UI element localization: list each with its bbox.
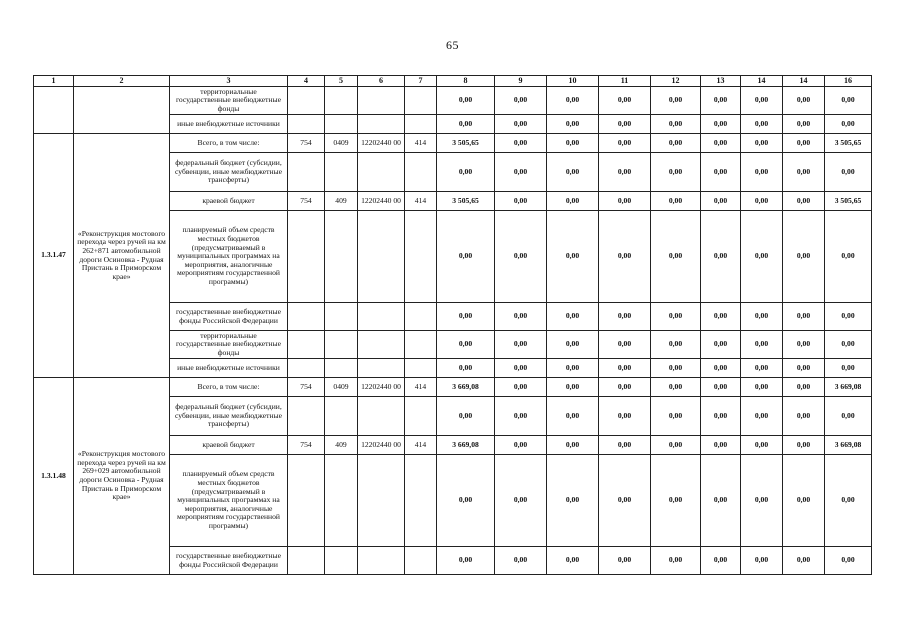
table-row bbox=[34, 378, 872, 397]
header-cell-2: 2 bbox=[74, 76, 170, 87]
funding-source-cell: федеральный бюджет (субсидии, субвенции, иные межбюджетные трансферты) bbox=[170, 397, 288, 436]
value-cell: 0,00 bbox=[495, 359, 547, 378]
value-cell: 0,00 bbox=[495, 115, 547, 134]
code-cell-c5 bbox=[325, 87, 358, 115]
code-cell-c5: 409 bbox=[325, 436, 358, 455]
value-cell: 0,00 bbox=[701, 211, 741, 303]
code-cell-c5 bbox=[325, 211, 358, 303]
value-cell: 0,00 bbox=[599, 134, 651, 153]
value-cell: 3 669,08 bbox=[437, 378, 495, 397]
value-cell: 0,00 bbox=[599, 303, 651, 331]
value-cell: 0,00 bbox=[783, 211, 825, 303]
value-cell: 3 505,65 bbox=[437, 134, 495, 153]
value-cell: 0,00 bbox=[701, 192, 741, 211]
value-cell: 0,00 bbox=[495, 378, 547, 397]
value-cell: 0,00 bbox=[547, 115, 599, 134]
code-cell-c6 bbox=[358, 547, 405, 575]
value-cell: 0,00 bbox=[547, 211, 599, 303]
code-cell-c7 bbox=[405, 153, 437, 192]
value-cell: 0,00 bbox=[741, 115, 783, 134]
code-cell-c5: 0409 bbox=[325, 134, 358, 153]
header-cell-15: 14 bbox=[783, 76, 825, 87]
code-cell-c6 bbox=[358, 359, 405, 378]
value-cell: 0,00 bbox=[599, 192, 651, 211]
code-cell-c6: 12202440 00 bbox=[358, 134, 405, 153]
code-cell-c7 bbox=[405, 115, 437, 134]
value-cell: 0,00 bbox=[547, 87, 599, 115]
code-cell-c7 bbox=[405, 359, 437, 378]
value-cell: 0,00 bbox=[783, 378, 825, 397]
code-cell-c6: 12202440 00 bbox=[358, 378, 405, 397]
value-cell: 0,00 bbox=[495, 192, 547, 211]
code-cell-c4 bbox=[288, 547, 325, 575]
value-cell: 0,00 bbox=[741, 303, 783, 331]
value-cell: 0,00 bbox=[547, 134, 599, 153]
value-cell: 0,00 bbox=[599, 87, 651, 115]
code-cell-c7 bbox=[405, 547, 437, 575]
value-cell: 3 669,08 bbox=[437, 436, 495, 455]
value-cell: 0,00 bbox=[651, 153, 701, 192]
value-cell: 0,00 bbox=[599, 211, 651, 303]
value-cell: 0,00 bbox=[741, 192, 783, 211]
value-cell: 0,00 bbox=[741, 455, 783, 547]
value-cell: 0,00 bbox=[825, 547, 872, 575]
code-cell-c7 bbox=[405, 303, 437, 331]
code-cell-c5 bbox=[325, 359, 358, 378]
header-cell-8: 8 bbox=[437, 76, 495, 87]
funding-source-cell: иные внебюджетные источники bbox=[170, 359, 288, 378]
value-cell: 0,00 bbox=[547, 331, 599, 359]
code-cell-c7 bbox=[405, 87, 437, 115]
code-cell-c4 bbox=[288, 303, 325, 331]
table-row bbox=[34, 134, 872, 153]
value-cell: 0,00 bbox=[599, 397, 651, 436]
value-cell: 0,00 bbox=[437, 455, 495, 547]
code-cell-c5: 0409 bbox=[325, 378, 358, 397]
value-cell: 0,00 bbox=[547, 436, 599, 455]
value-cell: 0,00 bbox=[783, 134, 825, 153]
page-number: 65 bbox=[446, 38, 459, 52]
header-cell-16: 16 bbox=[825, 76, 872, 87]
code-cell-c4: 754 bbox=[288, 192, 325, 211]
value-cell: 0,00 bbox=[825, 115, 872, 134]
value-cell: 0,00 bbox=[437, 331, 495, 359]
value-cell: 0,00 bbox=[651, 436, 701, 455]
header-cell-11: 11 bbox=[599, 76, 651, 87]
value-cell: 0,00 bbox=[741, 134, 783, 153]
header-cell-4: 4 bbox=[288, 76, 325, 87]
value-cell: 0,00 bbox=[651, 211, 701, 303]
value-cell: 0,00 bbox=[741, 397, 783, 436]
value-cell: 0,00 bbox=[547, 192, 599, 211]
header-cell-13: 13 bbox=[701, 76, 741, 87]
value-cell: 0,00 bbox=[599, 331, 651, 359]
value-cell: 0,00 bbox=[783, 303, 825, 331]
value-cell: 0,00 bbox=[783, 436, 825, 455]
code-cell-c4 bbox=[288, 87, 325, 115]
value-cell: 0,00 bbox=[495, 436, 547, 455]
code-cell-c7 bbox=[405, 397, 437, 436]
value-cell: 0,00 bbox=[783, 455, 825, 547]
code-cell-c5 bbox=[325, 455, 358, 547]
code-cell-c6 bbox=[358, 455, 405, 547]
item-number: 1.3.1.47 bbox=[34, 134, 74, 378]
value-cell: 0,00 bbox=[701, 134, 741, 153]
value-cell: 3 669,08 bbox=[825, 378, 872, 397]
value-cell: 0,00 bbox=[547, 455, 599, 547]
value-cell: 3 505,65 bbox=[437, 192, 495, 211]
value-cell: 0,00 bbox=[701, 303, 741, 331]
value-cell: 0,00 bbox=[547, 359, 599, 378]
value-cell: 0,00 bbox=[741, 436, 783, 455]
value-cell: 0,00 bbox=[701, 378, 741, 397]
value-cell: 0,00 bbox=[701, 153, 741, 192]
code-cell-c4: 754 bbox=[288, 436, 325, 455]
value-cell: 0,00 bbox=[547, 303, 599, 331]
value-cell: 0,00 bbox=[547, 153, 599, 192]
value-cell: 0,00 bbox=[437, 359, 495, 378]
code-cell-c7: 414 bbox=[405, 436, 437, 455]
value-cell: 0,00 bbox=[701, 547, 741, 575]
funding-source-cell: территориальные государственные внебюджетные фонды bbox=[170, 331, 288, 359]
funding-source-cell: Всего, в том числе: bbox=[170, 134, 288, 153]
code-cell-c7 bbox=[405, 211, 437, 303]
value-cell: 0,00 bbox=[783, 153, 825, 192]
item-number: 1.3.1.48 bbox=[34, 378, 74, 575]
header-cell-6: 6 bbox=[358, 76, 405, 87]
value-cell: 0,00 bbox=[495, 153, 547, 192]
funding-source-cell: иные внебюджетные источники bbox=[170, 115, 288, 134]
value-cell: 0,00 bbox=[701, 397, 741, 436]
value-cell: 0,00 bbox=[701, 331, 741, 359]
value-cell: 3 505,65 bbox=[825, 192, 872, 211]
value-cell: 0,00 bbox=[701, 436, 741, 455]
table-row bbox=[34, 87, 872, 115]
code-cell-c6: 12202440 00 bbox=[358, 192, 405, 211]
code-cell-c5 bbox=[325, 397, 358, 436]
funding-source-cell: федеральный бюджет (субсидии, субвенции, иные межбюджетные трансферты) bbox=[170, 153, 288, 192]
code-cell-c4 bbox=[288, 397, 325, 436]
code-cell-c6 bbox=[358, 331, 405, 359]
value-cell: 0,00 bbox=[783, 115, 825, 134]
value-cell: 0,00 bbox=[651, 378, 701, 397]
funding-source-cell: Всего, в том числе: bbox=[170, 378, 288, 397]
value-cell: 0,00 bbox=[599, 378, 651, 397]
value-cell: 0,00 bbox=[825, 397, 872, 436]
value-cell: 0,00 bbox=[651, 359, 701, 378]
value-cell: 0,00 bbox=[651, 87, 701, 115]
code-cell-c4 bbox=[288, 359, 325, 378]
value-cell: 0,00 bbox=[741, 331, 783, 359]
item-name: «Реконструкция мостового перехода через ручей на км 262+871 автомобильной дороги Осиновка - Рудная Пристань в Приморском крае» bbox=[74, 134, 170, 378]
code-cell-c5 bbox=[325, 547, 358, 575]
code-cell-c7 bbox=[405, 455, 437, 547]
header-cell-5: 5 bbox=[325, 76, 358, 87]
code-cell-c6 bbox=[358, 115, 405, 134]
value-cell: 0,00 bbox=[825, 87, 872, 115]
value-cell: 0,00 bbox=[437, 303, 495, 331]
value-cell: 0,00 bbox=[825, 303, 872, 331]
header-row bbox=[34, 76, 872, 87]
value-cell: 0,00 bbox=[547, 378, 599, 397]
code-cell-c6 bbox=[358, 303, 405, 331]
value-cell: 3 505,65 bbox=[825, 134, 872, 153]
value-cell: 0,00 bbox=[599, 547, 651, 575]
value-cell: 0,00 bbox=[495, 303, 547, 331]
value-cell: 0,00 bbox=[599, 153, 651, 192]
value-cell: 0,00 bbox=[783, 359, 825, 378]
code-cell-c4: 754 bbox=[288, 378, 325, 397]
value-cell: 0,00 bbox=[783, 547, 825, 575]
value-cell: 0,00 bbox=[437, 547, 495, 575]
value-cell: 0,00 bbox=[701, 115, 741, 134]
name-cell-empty bbox=[74, 87, 170, 134]
header-cell-10: 10 bbox=[547, 76, 599, 87]
value-cell: 0,00 bbox=[495, 211, 547, 303]
value-cell: 0,00 bbox=[783, 192, 825, 211]
value-cell: 0,00 bbox=[783, 87, 825, 115]
value-cell: 0,00 bbox=[495, 397, 547, 436]
code-cell-c5 bbox=[325, 331, 358, 359]
header-cell-7: 7 bbox=[405, 76, 437, 87]
value-cell: 0,00 bbox=[783, 331, 825, 359]
value-cell: 0,00 bbox=[825, 359, 872, 378]
value-cell: 0,00 bbox=[783, 397, 825, 436]
value-cell: 0,00 bbox=[701, 359, 741, 378]
value-cell: 0,00 bbox=[825, 331, 872, 359]
value-cell: 0,00 bbox=[437, 211, 495, 303]
code-cell-c7: 414 bbox=[405, 378, 437, 397]
header-cell-14: 14 bbox=[741, 76, 783, 87]
value-cell: 0,00 bbox=[495, 331, 547, 359]
budget-table bbox=[33, 75, 872, 575]
value-cell: 0,00 bbox=[741, 211, 783, 303]
funding-source-cell: планируемый объем средств местных бюджетов (предусматриваемый в муниципальных программах на мероприятия, аналогичные мероприятиям государственной программы) bbox=[170, 455, 288, 547]
funding-source-cell: территориальные государственные внебюджетные фонды bbox=[170, 87, 288, 115]
value-cell: 0,00 bbox=[495, 455, 547, 547]
code-cell-c7: 414 bbox=[405, 134, 437, 153]
value-cell: 0,00 bbox=[495, 87, 547, 115]
code-cell-c6 bbox=[358, 153, 405, 192]
value-cell: 0,00 bbox=[651, 455, 701, 547]
value-cell: 0,00 bbox=[547, 547, 599, 575]
code-cell-c4 bbox=[288, 211, 325, 303]
number-cell-empty bbox=[34, 87, 74, 134]
value-cell: 0,00 bbox=[599, 115, 651, 134]
value-cell: 0,00 bbox=[741, 359, 783, 378]
value-cell: 0,00 bbox=[741, 87, 783, 115]
value-cell: 0,00 bbox=[437, 397, 495, 436]
value-cell: 0,00 bbox=[495, 134, 547, 153]
funding-source-cell: планируемый объем средств местных бюджетов (предусматриваемый в муниципальных программах на мероприятия, аналогичные мероприятиям государственной программы) bbox=[170, 211, 288, 303]
funding-source-cell: государственные внебюджетные фонды Российской Федерации bbox=[170, 303, 288, 331]
code-cell-c4 bbox=[288, 331, 325, 359]
header-cell-9: 9 bbox=[495, 76, 547, 87]
code-cell-c6 bbox=[358, 397, 405, 436]
value-cell: 0,00 bbox=[651, 547, 701, 575]
value-cell: 0,00 bbox=[547, 397, 599, 436]
value-cell: 0,00 bbox=[651, 192, 701, 211]
header-cell-1: 1 bbox=[34, 76, 74, 87]
funding-source-cell: краевой бюджет bbox=[170, 192, 288, 211]
value-cell: 0,00 bbox=[651, 115, 701, 134]
funding-source-cell: краевой бюджет bbox=[170, 436, 288, 455]
code-cell-c5: 409 bbox=[325, 192, 358, 211]
value-cell: 3 669,08 bbox=[825, 436, 872, 455]
code-cell-c6 bbox=[358, 87, 405, 115]
code-cell-c4 bbox=[288, 153, 325, 192]
item-name: «Реконструкция мостового перехода через ручей на км 269+029 автомобильной дороги Осиновка - Рудная Пристань в Приморском крае» bbox=[74, 378, 170, 575]
code-cell-c7: 414 bbox=[405, 192, 437, 211]
value-cell: 0,00 bbox=[701, 87, 741, 115]
code-cell-c6 bbox=[358, 211, 405, 303]
value-cell: 0,00 bbox=[599, 455, 651, 547]
value-cell: 0,00 bbox=[741, 547, 783, 575]
value-cell: 0,00 bbox=[651, 134, 701, 153]
value-cell: 0,00 bbox=[741, 153, 783, 192]
code-cell-c5 bbox=[325, 303, 358, 331]
value-cell: 0,00 bbox=[599, 359, 651, 378]
code-cell-c4 bbox=[288, 115, 325, 134]
value-cell: 0,00 bbox=[825, 455, 872, 547]
header-cell-12: 12 bbox=[651, 76, 701, 87]
value-cell: 0,00 bbox=[437, 153, 495, 192]
code-cell-c4: 754 bbox=[288, 134, 325, 153]
funding-source-cell: государственные внебюджетные фонды Российской Федерации bbox=[170, 547, 288, 575]
value-cell: 0,00 bbox=[741, 378, 783, 397]
value-cell: 0,00 bbox=[651, 397, 701, 436]
value-cell: 0,00 bbox=[437, 115, 495, 134]
value-cell: 0,00 bbox=[825, 211, 872, 303]
code-cell-c4 bbox=[288, 455, 325, 547]
code-cell-c6: 12202440 00 bbox=[358, 436, 405, 455]
value-cell: 0,00 bbox=[701, 455, 741, 547]
value-cell: 0,00 bbox=[651, 331, 701, 359]
header-cell-3: 3 bbox=[170, 76, 288, 87]
value-cell: 0,00 bbox=[599, 436, 651, 455]
code-cell-c5 bbox=[325, 115, 358, 134]
value-cell: 0,00 bbox=[437, 87, 495, 115]
code-cell-c5 bbox=[325, 153, 358, 192]
value-cell: 0,00 bbox=[651, 303, 701, 331]
value-cell: 0,00 bbox=[495, 547, 547, 575]
value-cell: 0,00 bbox=[825, 153, 872, 192]
code-cell-c7 bbox=[405, 331, 437, 359]
